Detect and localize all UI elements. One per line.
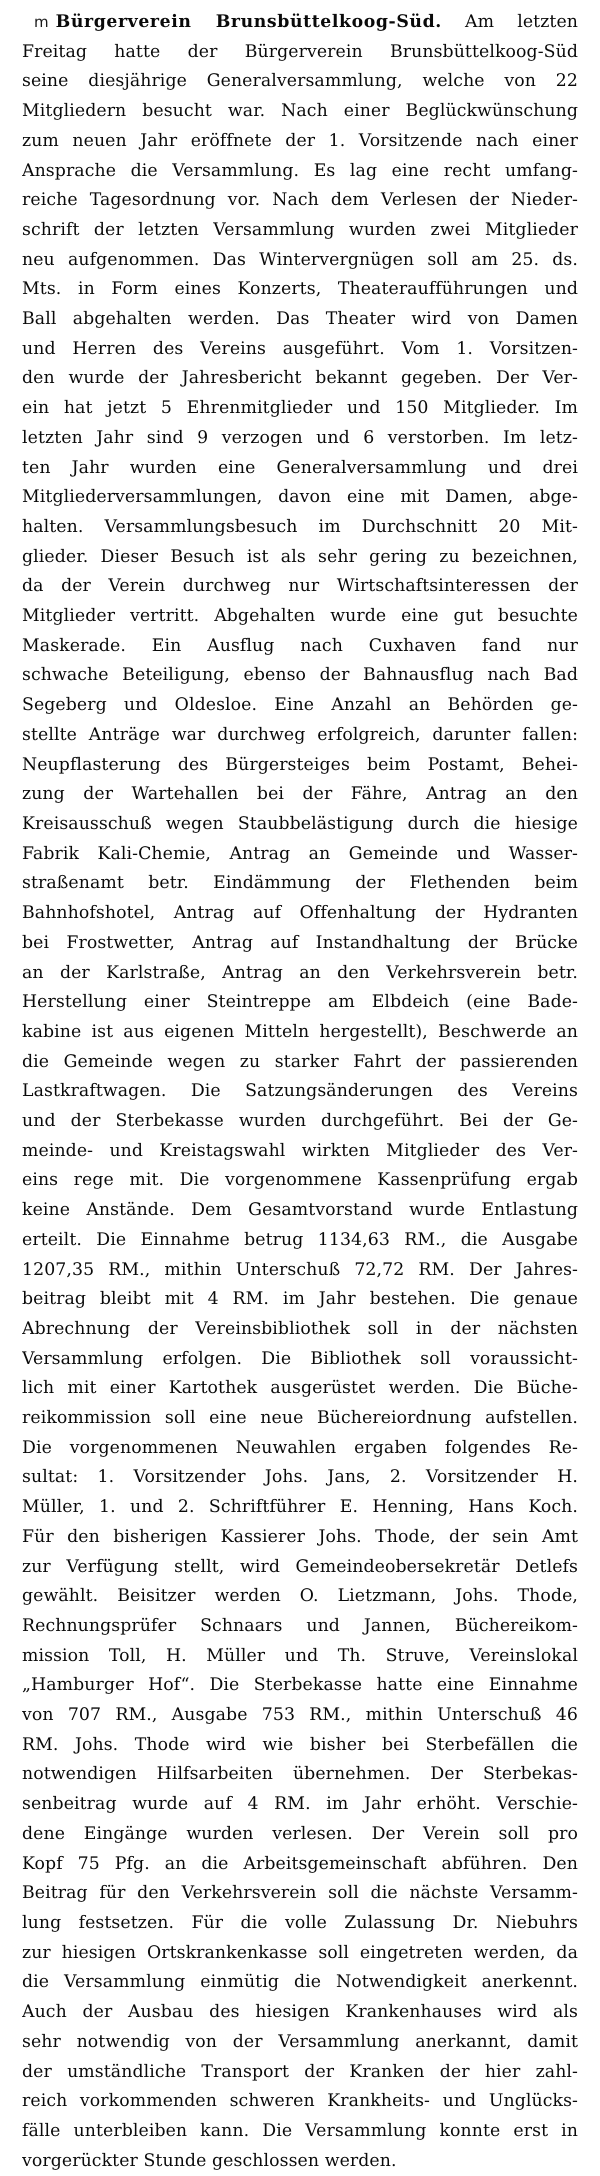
article-line: ein hat jetzt 5 Ehrenmitglieder und 150 Mitglieder. Im [22, 398, 578, 419]
article-line: Kreisausschuß wegen Staubbelästigung durch die hiesige [22, 813, 578, 834]
article-line: neu aufgenommen. Das Wintervergnügen soll am 25. ds. [22, 249, 578, 270]
article-line: zur hiesigen Ortskrankenkasse soll eingetreten werden, da [22, 1942, 578, 1963]
article-line: Rechnungsprüfer Schnaars und Jannen, Büchereikom- [22, 1615, 578, 1636]
article-line: straßenamt betr. Eindämmung der Flethenden beim [22, 873, 578, 894]
article-line: zum neuen Jahr eröffnete der 1. Vorsitzende nach einer [22, 130, 578, 151]
article-line: fälle unterbleiben kann. Die Versammlung konnte erst in [22, 2120, 578, 2141]
article-line: Mts. in Form eines Konzerts, Theateraufführungen und [22, 279, 578, 300]
article-line: reikommission soll eine neue Büchereiordnung aufstellen. [22, 1408, 578, 1429]
article-line: senbeitrag wurde auf 4 RM. im Jahr erhöht. Verschie- [22, 1794, 578, 1815]
article-line: letzten Jahr sind 9 verzogen und 6 verstorben. Im letz- [22, 427, 578, 448]
article-line: von 707 RM., Ausgabe 753 RM., mithin Unterschuß 46 [22, 1705, 578, 1726]
article-line: erteilt. Die Einnahme betrug 1134,63 RM., die Ausgabe [22, 1229, 578, 1250]
article-line: Kopf 75 Pfg. an die Arbeitsgemeinschaft abführen. Den [22, 1853, 578, 1874]
article-line: Freitag hatte der Bürgerverein Brunsbüttelkoog-Süd [22, 41, 578, 62]
article-line: glieder. Dieser Besuch ist als sehr gering zu bezeichnen, [22, 546, 578, 567]
article-headline: Bürgerverein Brunsbüttelkoog-Süd. [55, 12, 442, 32]
article-line: der umständliche Transport der Kranken der hier zahl- [22, 2061, 578, 2082]
article-line: Versammlung erfolgen. Die Bibliothek soll voraussicht- [22, 1348, 578, 1369]
article-body [22, 8, 578, 2176]
article-line: sultat: 1. Vorsitzender Johs. Jans, 2. Vorsitzender H. [22, 1467, 578, 1488]
article-line: Abrechnung der Vereinsbibliothek soll in der nächsten [22, 1318, 578, 1339]
article-first-line-text: Am letzten [465, 12, 578, 32]
article-line: zung der Wartehallen bei der Fähre, Antrag an den [22, 784, 578, 805]
article-line: schwache Beteiligung, ebenso der Bahnausflug nach Bad [22, 665, 578, 686]
article-line: die Versammlung einmütig die Notwendigkeit anerkennt. [22, 1972, 578, 1993]
article-line: Mitgliederversammlungen, davon eine mit Damen, abge- [22, 487, 578, 508]
article-line: bei Frostwetter, Antrag auf Instandhaltung der Brücke [22, 932, 578, 953]
article-line: Bahnhofshotel, Antrag auf Offenhaltung der Hydranten [22, 903, 578, 924]
article-line: Beitrag für den Verkehrsverein soll die nächste Versamm- [22, 1883, 578, 1904]
article-line: Mitglieder vertritt. Abgehalten wurde eine gut besuchte [22, 606, 578, 627]
article-first-line [22, 8, 578, 38]
article-line: die Gemeinde wegen zu starker Fahrt der passierenden [22, 1051, 578, 1072]
article-line: Ansprache die Versammlung. Es lag eine recht umfang- [22, 160, 578, 181]
article-line: beitrag bleibt mit 4 RM. im Jahr bestehen. Die genaue [22, 1289, 578, 1310]
article-line: und der Sterbekasse wurden durchgeführt. Bei der Ge- [22, 1111, 578, 1132]
article-line: Ball abgehalten werden. Das Theater wird von Damen [22, 309, 578, 330]
article-line: notwendigen Hilfsarbeiten übernehmen. Der Sterbekas- [22, 1764, 578, 1785]
article-line: Herstellung einer Steintreppe am Elbdeich (eine Bade- [22, 992, 578, 1013]
article-line: Für den bisherigen Kassierer Johs. Thode, der sein Amt [22, 1526, 578, 1547]
dateline: m [34, 13, 50, 31]
article-line: 1207,35 RM., mithin Unterschuß 72,72 RM. Der Jahres- [22, 1259, 578, 1280]
article-line: dene Eingänge wurden verlesen. Der Verein soll pro [22, 1823, 578, 1844]
article-line: Die vorgenommenen Neuwahlen ergaben folgendes Re- [22, 1437, 578, 1458]
article-line: schrift der letzten Versammlung wurden zwei Mitglieder [22, 219, 578, 240]
article-line: ten Jahr wurden eine Generalversammlung und drei [22, 457, 578, 478]
article-line: eins rege mit. Die vorgenommene Kassenprüfung ergab [22, 1170, 578, 1191]
article-line: meinde- und Kreistagswahl wirkten Mitglieder des Ver- [22, 1140, 578, 1161]
article-line: keine Anstände. Dem Gesamtvorstand wurde Entlastung [22, 1200, 578, 1221]
article-line: vorgerückter Stunde geschlossen werden. [22, 2150, 397, 2171]
article-line: seine diesjährige Generalversammlung, welche von 22 [22, 71, 578, 92]
article-line: halten. Versammlungsbesuch im Durchschnitt 20 Mit- [22, 516, 578, 537]
article-line: Fabrik Kali-Chemie, Antrag an Gemeinde und Wasser- [22, 843, 578, 864]
article-line: den wurde der Jahresbericht bekannt gegeben. Der Ver- [22, 368, 578, 389]
article-line: reiche Tagesordnung vor. Nach dem Verlesen der Nieder- [22, 190, 578, 211]
article-line: und Herren des Vereins ausgeführt. Vom 1. Vorsitzen- [22, 338, 578, 359]
article-line: an der Karlstraße, Antrag an den Verkehrsverein betr. [22, 962, 578, 983]
article-line: gewählt. Beisitzer werden O. Lietzmann, Johs. Thode, [22, 1586, 578, 1607]
article-line: Müller, 1. und 2. Schriftführer E. Henning, Hans Koch. [22, 1497, 578, 1518]
article-line: RM. Johs. Thode wird wie bisher bei Sterbefällen die [22, 1734, 578, 1755]
article-line: kabine ist aus eigenen Mitteln hergestellt), Beschwerde an [22, 1021, 578, 1042]
article-line: Lastkraftwagen. Die Satzungsänderungen des Vereins [22, 1081, 578, 1102]
article-line: Maskerade. Ein Ausflug nach Cuxhaven fand nur [22, 635, 578, 656]
article-line: reich vorkommenden schweren Krankheits- und Unglücks- [22, 2091, 578, 2112]
article-line: lung festsetzen. Für die volle Zulassung Dr. Niebuhrs [22, 1913, 578, 1933]
article-line: Auch der Ausbau des hiesigen Krankenhauses wird als [22, 2002, 578, 2023]
article-line: Segeberg und Oldesloe. Eine Anzahl an Behörden ge- [22, 695, 578, 716]
article-line: zur Verfügung stellt, wird Gemeindeobersekretär Detlefs [22, 1556, 578, 1577]
article-line: sehr notwendig von der Versammlung anerkannt, damit [22, 2031, 578, 2052]
article-line: da der Verein durchweg nur Wirtschaftsinteressen der [22, 576, 578, 597]
article-line: stellte Anträge war durchweg erfolgreich, darunter fallen: [22, 724, 578, 745]
article-line: lich mit einer Kartothek ausgerüstet werden. Die Büche- [22, 1378, 578, 1399]
article-line: Mitgliedern besucht war. Nach einer Beglückwünschung [22, 101, 578, 122]
article-line: „Hamburger Hof“. Die Sterbekasse hatte eine Einnahme [22, 1675, 578, 1696]
article-line: Neupflasterung des Bürgersteiges beim Postamt, Behei- [22, 754, 578, 775]
article-line: mission Toll, H. Müller und Th. Struve, Vereinslokal [22, 1645, 578, 1666]
